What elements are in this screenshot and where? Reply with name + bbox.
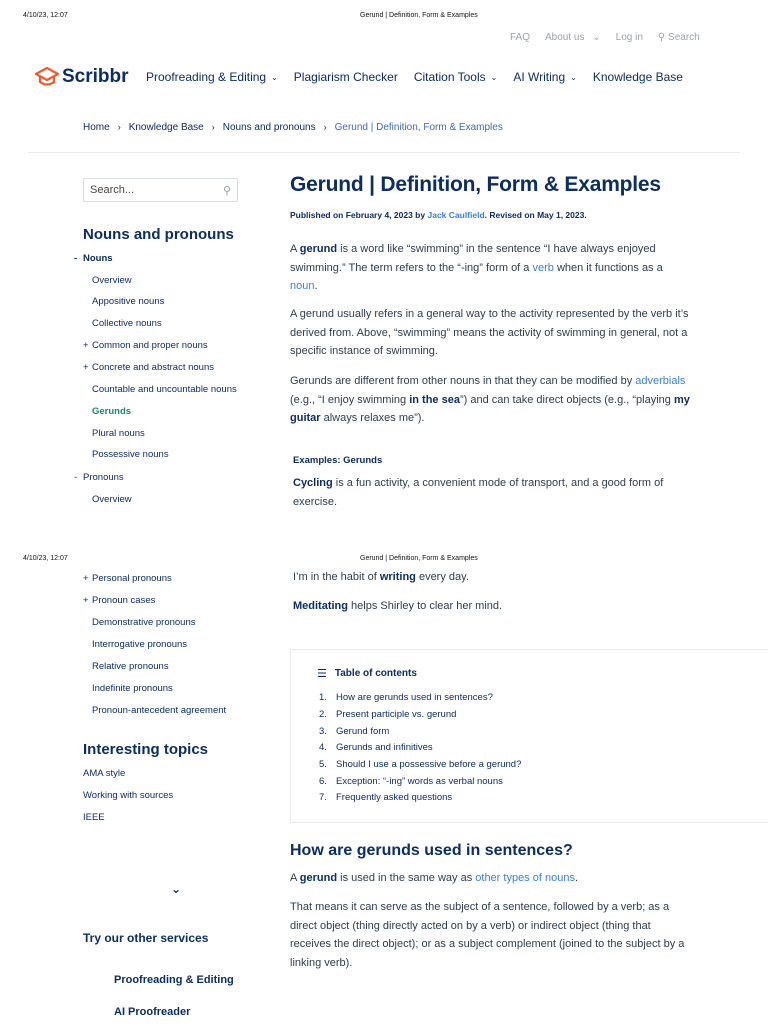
sidebar-item-label: Overview bbox=[92, 275, 132, 286]
paragraph-3: Gerunds are different from other nouns in that they can be modified by adverbials (e.g., “I enjoy swimming in the sea”) and can take direct objects (e.g., “playing my guitar always relaxes me”). bbox=[290, 375, 690, 424]
sidebar-search-input[interactable] bbox=[83, 178, 238, 202]
sidebar-item-label: Countable and uncountable nouns bbox=[92, 384, 237, 395]
about-us-menu[interactable] bbox=[545, 32, 601, 43]
sidebar-item[interactable] bbox=[83, 384, 237, 395]
published-text: Published on February 4, 2023 by bbox=[290, 210, 426, 220]
sidebar-item-label: Pronouns bbox=[83, 472, 124, 483]
sidebar-item-label: Relative pronouns bbox=[92, 661, 169, 672]
toc-item[interactable]: 6. Exception: “-ing” words as verbal nouns bbox=[319, 776, 503, 787]
toc-item[interactable]: 4. Gerunds and infinitives bbox=[319, 742, 433, 753]
example-1: Cycling is a fun activity, a convenient mode of transport, and a good form of exercise. bbox=[293, 477, 664, 508]
topic-link[interactable]: IEEE bbox=[83, 812, 105, 823]
breadcrumb-current: Gerund | Definition, Form & Examples bbox=[334, 122, 503, 133]
revised-text: . Revised on May 1, 2023. bbox=[484, 210, 587, 220]
faq-link[interactable]: FAQ bbox=[510, 32, 531, 43]
sidebar-item-label: Plural nouns bbox=[92, 428, 145, 439]
search-placeholder: Search... bbox=[90, 184, 135, 196]
expand-icon: + bbox=[83, 340, 89, 351]
expand-icon: + bbox=[83, 573, 89, 584]
chevron-right-icon: › bbox=[323, 122, 327, 132]
nav-plagiarism-checker[interactable] bbox=[294, 70, 398, 84]
search-label: Search bbox=[668, 32, 700, 43]
print-page-title-p2: Gerund | Definition, Form & Examples bbox=[360, 555, 478, 562]
nav-ai-writing[interactable] bbox=[513, 70, 577, 84]
main-nav bbox=[146, 70, 683, 84]
toc-item[interactable]: 3. Gerund form bbox=[319, 726, 390, 737]
example-2: I’m in the habit of writing every day. bbox=[293, 571, 469, 583]
topic-link[interactable]: Working with sources bbox=[83, 790, 174, 801]
sidebar-item[interactable] bbox=[83, 573, 172, 584]
sidebar-item[interactable] bbox=[83, 296, 164, 307]
print-page-title: Gerund | Definition, Form & Examples bbox=[360, 12, 478, 19]
sidebar-item-label: Possessive nouns bbox=[92, 449, 169, 460]
sidebar-item[interactable] bbox=[83, 449, 169, 460]
sidebar-item[interactable] bbox=[83, 617, 196, 628]
sidebar-item[interactable] bbox=[83, 362, 214, 373]
sidebar-item-label: Collective nouns bbox=[92, 318, 162, 329]
nav-label: Proofreading & Editing bbox=[146, 70, 267, 84]
toc-title: Table of contents bbox=[334, 668, 417, 679]
section-paragraph-1: A gerund is used in the same way as other types of nouns. bbox=[290, 872, 579, 884]
examples-title: Examples: Gerunds bbox=[293, 455, 383, 466]
service-link[interactable]: Proofreading & Editing bbox=[114, 974, 234, 986]
chevron-right-icon: › bbox=[117, 122, 121, 132]
nav-label: Plagiarism Checker bbox=[293, 70, 398, 84]
other-nouns-link[interactable]: other types of nouns bbox=[475, 872, 575, 884]
sidebar-item[interactable] bbox=[83, 318, 162, 329]
noun-link[interactable]: noun bbox=[290, 280, 315, 292]
section-paragraph-2: That means it can serve as the subject of a sentence, followed by a verb; as a direct object (thing directly acted on by a verb) or indirect object (thing that receives the direct object); or as a subject complement (joined to the subject by a linking verb). bbox=[290, 901, 685, 969]
show-more-chevron-icon[interactable]: ⌄ bbox=[171, 882, 182, 896]
toc-item[interactable]: 5. Should I use a possessive before a gerund? bbox=[319, 759, 522, 770]
topic-link[interactable]: AMA style bbox=[83, 768, 126, 779]
search-icon: ⚲ bbox=[657, 32, 666, 43]
chevron-down-icon: ⌄ bbox=[490, 72, 498, 82]
collapse-icon: - bbox=[74, 253, 78, 264]
nav-knowledge-base[interactable] bbox=[593, 70, 683, 84]
sidebar-item-label: Pronoun-antecedent agreement bbox=[92, 705, 227, 716]
section-heading: How are gerunds used in sentences? bbox=[290, 842, 573, 859]
intro-paragraph: A gerund is a word like “swimming” in the sentence “I have always enjoyed swimming.” The term refers to the “-ing” form of a verb when it functions as a noun. bbox=[290, 243, 663, 292]
chevron-down-icon: ⌄ bbox=[592, 32, 601, 43]
sidebar-item[interactable] bbox=[83, 683, 173, 694]
expand-icon: + bbox=[83, 362, 89, 373]
sidebar-item[interactable] bbox=[83, 661, 169, 672]
sidebar-item-label: Gerunds bbox=[92, 406, 132, 417]
sidebar-item-pronouns[interactable] bbox=[74, 472, 124, 483]
breadcrumb-nouns-pronouns[interactable]: Nouns and pronouns bbox=[222, 122, 316, 133]
search-link[interactable] bbox=[658, 32, 700, 43]
search-icon[interactable]: ⚲ bbox=[222, 184, 231, 197]
chevron-down-icon: ⌄ bbox=[271, 72, 278, 82]
sidebar-item-label: Overview bbox=[92, 494, 132, 505]
nav-label: Citation Tools bbox=[413, 70, 486, 84]
sidebar-item-nouns[interactable] bbox=[74, 253, 113, 264]
sidebar-item-label: Nouns bbox=[83, 253, 113, 264]
expand-icon: + bbox=[83, 595, 89, 606]
print-date: 4/10/23, 12:07 bbox=[23, 12, 68, 19]
about-us-label: About us bbox=[545, 32, 585, 43]
sidebar-item-label: Personal pronouns bbox=[92, 573, 172, 584]
chevron-down-icon: ⌄ bbox=[570, 72, 577, 82]
sidebar-item-gerunds-active[interactable] bbox=[83, 406, 131, 417]
verb-link[interactable]: verb bbox=[532, 261, 554, 274]
toc-header bbox=[317, 667, 417, 680]
nav-citation-tools[interactable] bbox=[414, 70, 498, 84]
sidebar-section-title: Nouns and pronouns bbox=[83, 226, 234, 243]
toc-item[interactable]: 7. Frequently asked questions bbox=[319, 792, 453, 803]
paragraph-2: A gerund usually refers in a general way to the activity represented by the verb it’s derived from. Above, “swimming” means the activity of swimming in general, not a specific instance of swimming. bbox=[290, 308, 689, 357]
sidebar-item[interactable] bbox=[83, 595, 155, 606]
example-3: Meditating helps Shirley to clear her mind. bbox=[293, 600, 503, 612]
breadcrumb-home[interactable]: Home bbox=[83, 122, 110, 133]
list-icon: ☰ bbox=[317, 668, 327, 680]
sidebar-item-label: Indefinite pronouns bbox=[92, 683, 173, 694]
sidebar-item[interactable] bbox=[83, 494, 132, 505]
sidebar-item[interactable] bbox=[83, 428, 145, 439]
page-title: Gerund | Definition, Form & Examples bbox=[290, 173, 661, 196]
author-link[interactable]: Jack Caulfield bbox=[427, 210, 485, 220]
breadcrumb bbox=[83, 122, 503, 133]
sidebar-item-label: Interrogative pronouns bbox=[92, 639, 188, 650]
collapse-icon: - bbox=[74, 472, 78, 483]
services-title: Try our other services bbox=[83, 931, 209, 945]
nav-proofreading-editing[interactable] bbox=[146, 70, 278, 84]
sidebar-item-label: Appositive nouns bbox=[92, 296, 165, 307]
nav-label: Knowledge Base bbox=[592, 70, 683, 84]
sidebar-item[interactable] bbox=[83, 639, 187, 650]
top-nav bbox=[510, 32, 700, 43]
sidebar-item-label: Common and proper nouns bbox=[92, 340, 208, 351]
table-of-contents bbox=[290, 649, 768, 823]
graduation-cap-icon bbox=[35, 66, 59, 88]
sidebar-item-label: Concrete and abstract nouns bbox=[92, 362, 214, 373]
brand-name: Scribbr bbox=[62, 66, 129, 87]
scribbr-logo[interactable] bbox=[35, 66, 129, 88]
sidebar-item-label: Pronoun cases bbox=[92, 595, 156, 606]
breadcrumb-knowledge-base[interactable]: Knowledge Base bbox=[128, 122, 204, 133]
sidebar-item[interactable] bbox=[83, 340, 208, 351]
publication-info bbox=[290, 210, 587, 220]
toc-item[interactable]: 1. How are gerunds used in sentences? bbox=[319, 692, 493, 703]
print-date-p2: 4/10/23, 12:07 bbox=[23, 555, 68, 562]
sidebar-item-label: Demonstrative pronouns bbox=[92, 617, 196, 628]
login-link[interactable]: Log in bbox=[615, 32, 643, 43]
interesting-topics-title: Interesting topics bbox=[83, 741, 209, 758]
toc-item[interactable]: 2. Present participle vs. gerund bbox=[319, 709, 457, 720]
sidebar-item[interactable] bbox=[83, 275, 132, 286]
service-link[interactable]: AI Proofreader bbox=[114, 1006, 191, 1018]
chevron-right-icon: › bbox=[211, 122, 215, 132]
adverbials-link[interactable]: adverbials bbox=[635, 375, 686, 387]
nav-label: AI Writing bbox=[513, 70, 566, 84]
header-divider bbox=[28, 152, 740, 153]
sidebar-item[interactable] bbox=[83, 705, 226, 716]
